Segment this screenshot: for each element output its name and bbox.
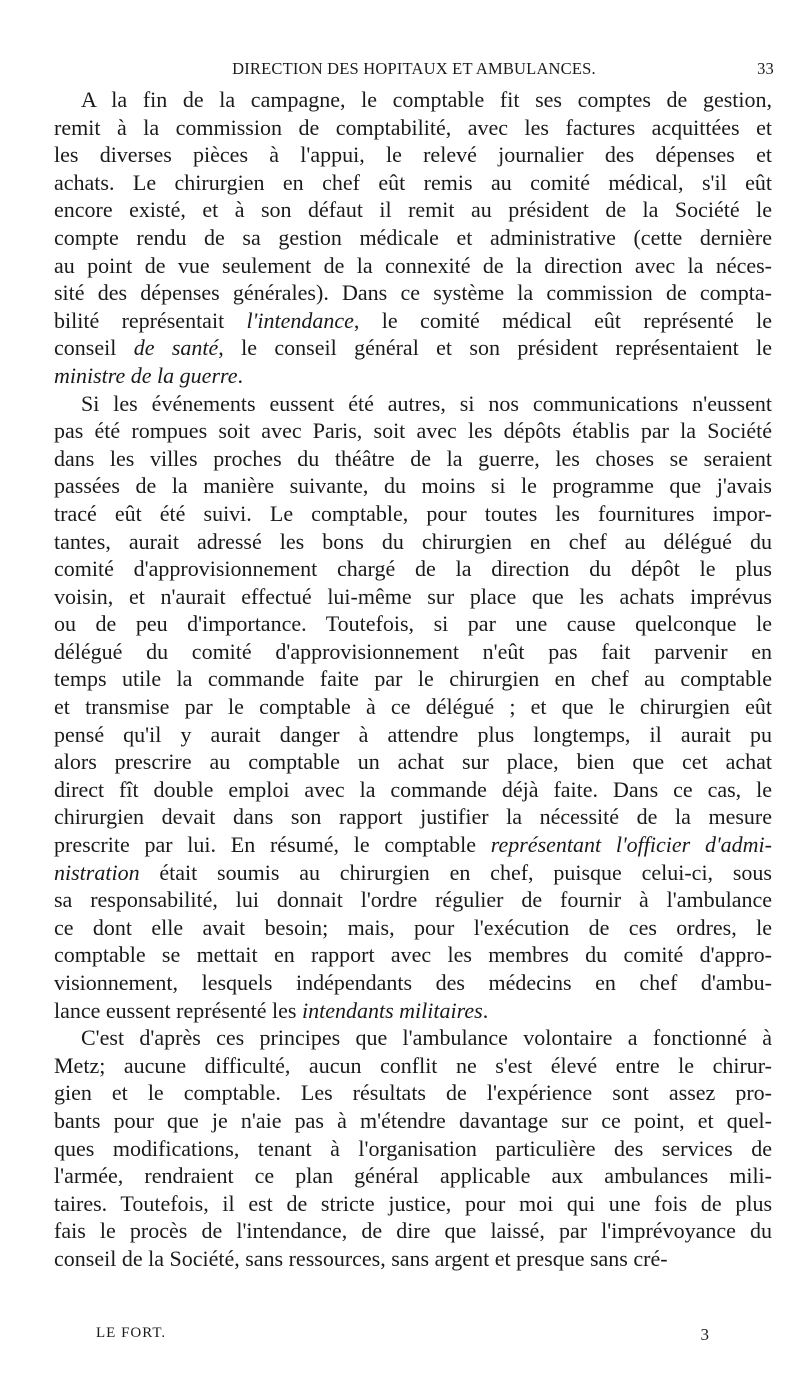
text-line: chirurgien devait dans son rapport justifier la nécessité de la mesure <box>54 804 772 830</box>
signature-line <box>96 1325 710 1349</box>
text-line: sa responsabilité, lui donnait l'ordre régulier de fournir à l'ambulance <box>54 887 772 913</box>
text-line: dans les villes proches du théâtre de la guerre, les choses se seraient <box>54 445 772 471</box>
text-line: ou de peu d'importance. Toutefois, si par une cause quelconque le <box>54 611 772 637</box>
text-line: Si les événements eussent été autres, si nos communications n'eussent <box>81 390 772 416</box>
body-text <box>54 86 772 1273</box>
text-line: achats. Le chirurgien en chef eût remis au comité médical, s'il eût <box>54 169 772 195</box>
text-line: visionnement, lesquels indépendants des médecins en chef d'ambu- <box>54 970 772 995</box>
text-line: l'armée, rendraient ce plan général applicable aux ambulances mili- <box>54 1163 772 1189</box>
text-line: tantes, aurait adressé les bons du chirurgien en chef au délégué du <box>54 528 772 554</box>
text-line: comité d'approvisionnement chargé de la direction du dépôt le plus <box>54 556 772 582</box>
text-line: Metz; aucune difficulté, aucun conflit ne s'est élevé entre le chirur- <box>54 1052 772 1078</box>
text-line: conseil de santé, le conseil général et son président représentaient le <box>54 335 772 361</box>
running-title: DIRECTION DES HOPITAUX ET AMBULANCES. <box>232 59 596 78</box>
paragraph <box>54 1024 772 1272</box>
text-line: les diverses pièces à l'appui, le relevé journalier des dépenses et <box>54 142 772 168</box>
text-line: remit à la commission de comptabilité, avec les factures acquittées et <box>54 114 772 140</box>
text-line: alors prescrire au comptable un achat sur place, bien que cet achat <box>54 749 772 775</box>
signature-number: 3 <box>700 1325 710 1344</box>
text-line: lance eussent représenté les intendants militaires. <box>54 997 489 1023</box>
text-line: tracé eût été suivi. Le comptable, pour toutes les fournitures impor- <box>54 500 772 526</box>
text-line: conseil de la Société, sans ressources, sans argent et presque sans cré- <box>54 1245 668 1271</box>
text-line: pas été rompues soit avec Paris, soit avec les dépôts établis par la Société <box>54 418 772 444</box>
text-line: ministre de la guerre. <box>54 362 244 388</box>
text-line: compte rendu de sa gestion médicale et administrative (cette dernière <box>54 224 772 250</box>
text-line: et transmise par le comptable à ce délégué ; et que le chirurgien eût <box>54 694 772 720</box>
paragraph <box>54 86 772 390</box>
text-line: ce dont elle avait besoin; mais, pour l'exécution de ces ordres, le <box>54 914 772 940</box>
text-line: temps utile la commande faite par le chirurgien en chef au comptable <box>54 666 772 692</box>
signature-mark: LE FORT. <box>96 1325 167 1341</box>
text-line: direct fît double emploi avec la commande déjà faite. Dans ce cas, le <box>54 776 772 802</box>
text-line: bants pour que je n'aie pas à m'étendre davantage sur ce point, et quel- <box>54 1107 772 1133</box>
text-line: voisin, et n'aurait effectué lui-même sur place que les achats imprévus <box>54 583 772 609</box>
text-line: pensé qu'il y aurait danger à attendre plus longtemps, il aurait pu <box>54 721 772 747</box>
text-line: gien et le comptable. Les résultats de l'expérience sont assez pro- <box>54 1080 772 1106</box>
text-line: délégué du comité d'approvisionnement n'eût pas fait parvenir en <box>54 638 772 664</box>
running-header <box>54 59 774 85</box>
text-line: comptable se mettait en rapport avec les membres du comité d'appro- <box>54 942 772 968</box>
text-line: A la fin de la campagne, le comptable fit ses comptes de gestion, <box>81 87 772 112</box>
text-line: ques modifications, tenant à l'organisation particulière des services de <box>54 1135 772 1161</box>
page-number: 33 <box>757 59 774 78</box>
text-line: passées de la manière suivante, du moins si le programme que j'avais <box>54 473 772 499</box>
text-line: au point de vue seulement de la connexité de la direction avec la néces- <box>54 252 772 278</box>
text-line: C'est d'après ces principes que l'ambulance volontaire a fonctionné à <box>81 1025 772 1051</box>
text-line: sité des dépenses générales). Dans ce système la commission de compta- <box>54 280 772 306</box>
text-line: nistration était soumis au chirurgien en chef, puisque celui-ci, sous <box>54 859 772 885</box>
text-line: fais le procès de l'intendance, de dire que laissé, par l'imprévoyance du <box>54 1218 772 1244</box>
text-line: encore existé, et à son défaut il remit au président de la Société le <box>54 197 772 223</box>
text-line: taires. Toutefois, il est de stricte justice, pour moi qui une fois de plus <box>54 1190 772 1216</box>
text-line: bilité représentait l'intendance, le comité médical eût représenté le <box>54 307 772 333</box>
paragraph <box>54 390 772 1025</box>
text-line: prescrite par lui. En résumé, le comptable représentant l'officier d'admi- <box>54 832 772 858</box>
